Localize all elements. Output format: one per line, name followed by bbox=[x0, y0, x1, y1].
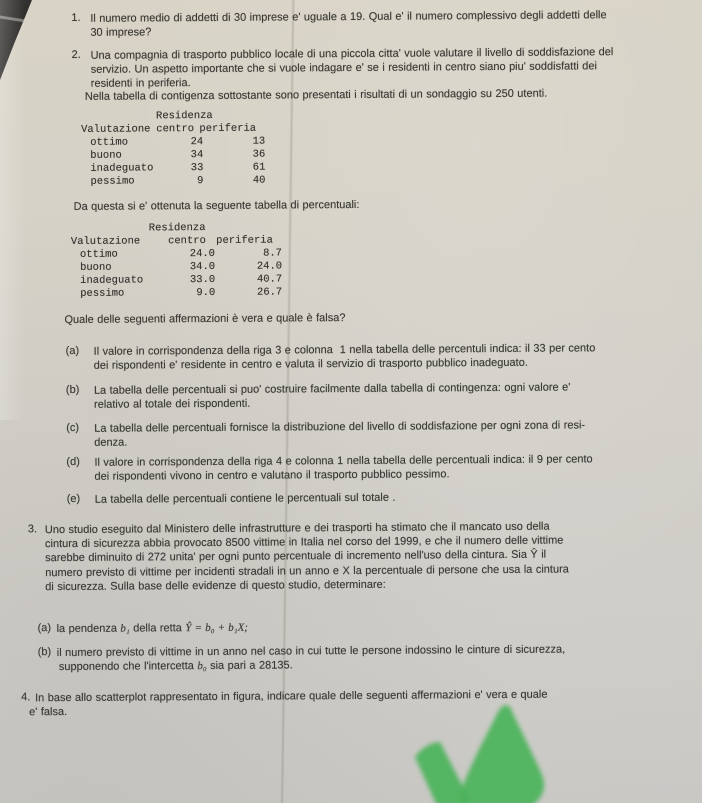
question-3-line: cintura di sicurezza abbia provocato 8500 vittime in Italia nel corso del 1999, e che il numero delle vittime bbox=[44, 534, 564, 551]
question-3-option-a-line bbox=[57, 621, 248, 637]
question-2-line: Una compagnia di trasporto pubblico locale di una piccola citta' vuole valutare il livello di soddisfazione del bbox=[90, 46, 614, 62]
question-2-prompt: Quale delle seguenti affermazioni è vera e quale è falsa? bbox=[64, 312, 346, 326]
table-row: inadeguato 33 61 bbox=[90, 161, 266, 175]
option-c bbox=[66, 418, 586, 450]
table-row: buono 34 36 bbox=[90, 148, 266, 162]
question-3-option-a-label: (a) bbox=[37, 622, 52, 635]
question-4-number: 4. bbox=[21, 691, 31, 704]
option-a-label: (a) bbox=[65, 344, 80, 357]
math-regression-equation: Ŷ = b₀ + b₁X; bbox=[185, 621, 248, 635]
table-row: ottimo 24 13 bbox=[90, 135, 266, 149]
table-row: pessimo 9 40 bbox=[90, 174, 266, 188]
table-group-header: Residenza bbox=[148, 222, 206, 235]
table-row: pessimo 9.0 26.7 bbox=[80, 286, 283, 300]
text-fragment: sia pari a 28135. bbox=[206, 659, 293, 673]
math-b1: b₁ bbox=[120, 622, 130, 635]
question-2-line: servizio. Un aspetto importante che si vuole indagare e' se i residenti in centro siano piu' soddisfatti dei bbox=[90, 60, 597, 76]
math-b0: b₀ bbox=[197, 660, 207, 673]
question-3-line: Uno studio eseguito dal Ministero delle infrastrutture e dei trasporti ha stimato che il mancato uso della bbox=[44, 520, 550, 537]
option-d-line: Il valore in corrispondenza della riga 4 e colonna 1 nella tabella delle percentuali indica: il 9 per cento bbox=[94, 453, 593, 469]
option-e bbox=[66, 491, 396, 507]
option-d-line: dei rispondenti vivono in centro e valutano il trasporto pubblico pessimo. bbox=[94, 468, 450, 483]
question-1 bbox=[71, 8, 607, 40]
col-header-periferia: periferia bbox=[199, 122, 257, 136]
option-b-label: (b) bbox=[65, 383, 80, 396]
question-3-line: di sicurezza. Sulla base delle evidenze di questo studio, determinare: bbox=[45, 578, 386, 593]
option-e-label: (e) bbox=[66, 492, 81, 505]
question-2-line: residenti in periferia. bbox=[90, 77, 191, 91]
question-2 bbox=[71, 45, 614, 91]
option-b bbox=[65, 380, 571, 412]
option-a-line: Il valore in corrispondenza della riga 3 e colonna 1 nella tabella delle percentuli indica: il 33 per cento bbox=[93, 342, 596, 358]
option-e-line: La tabella delle percentuali contiene le percentuali sul totale . bbox=[94, 491, 396, 506]
question-2-number: 2. bbox=[71, 48, 81, 61]
col-header-periferia: periferia bbox=[216, 234, 273, 247]
table-header-row bbox=[81, 123, 265, 137]
col-header-centro: centro bbox=[156, 123, 195, 136]
question-3-option-b-line bbox=[59, 657, 565, 675]
question-4-line: In base allo scatterplot rappresentato in figura, indicare quale delle seguenti affermazioni e' vera e quale bbox=[35, 688, 548, 705]
question-3-line: numero previsto di vittime per incidenti stradali in un anno e X la percentuale di persone che usa la cintura bbox=[45, 563, 569, 579]
question-3-option-b-label: (b) bbox=[37, 646, 52, 659]
question-1-line: 30 imprese? bbox=[90, 26, 152, 39]
question-3-line: sarebbe diminuito di 272 unita' per ogni punto percentuale di incremento nell'uso della cintura. Sia Ŷ il bbox=[45, 549, 547, 565]
percent-table-intro: Da questa si e' ottenuta la seguente tabella di percentuali: bbox=[73, 198, 360, 213]
question-3-option-b-line: il numero previsto di vittime in un anno nel caso in cui tutte le persone indossino le cinture di sicurezza, bbox=[56, 643, 566, 660]
green-marker-stain bbox=[402, 690, 577, 803]
option-c-line: denza. bbox=[94, 436, 128, 449]
percentage-table bbox=[71, 221, 283, 300]
question-4-line: e' falsa. bbox=[29, 706, 68, 719]
table-row: inadeguato 33.0 40.7 bbox=[80, 273, 283, 287]
text-fragment: supponendo che l'intercetta bbox=[58, 660, 198, 674]
option-b-line: La tabella delle percentuali si puo' costruire facilmente dalla tabella di contingenza: ogni valore e' bbox=[93, 381, 571, 397]
col-header-valutazione: Valutazione bbox=[81, 123, 151, 136]
question-1-line: Il numero medio di addetti di 30 imprese e' uguale a 19. Qual e' il numero complessivo degli addetti delle bbox=[90, 9, 607, 25]
option-c-line: La tabella delle percentuali fornisce la distribuzione del livello di soddisfazione per ogni zona di resi- bbox=[94, 419, 586, 435]
question-2-note: Nella tabella di contigenza sottostante sono presentati i risultati di un sondaggio su 250 utenti. bbox=[84, 87, 548, 103]
question-3-option-b bbox=[37, 643, 566, 675]
checkmark-shape bbox=[415, 705, 544, 803]
question-3 bbox=[27, 519, 569, 594]
col-header-centro: centro bbox=[168, 235, 206, 248]
contingency-table bbox=[81, 110, 266, 189]
option-d-label: (d) bbox=[66, 455, 80, 468]
table-row: ottimo 24.0 8.7 bbox=[79, 247, 283, 261]
option-b-line: relativo al totale dei rispondenti. bbox=[93, 397, 251, 411]
option-c-label: (c) bbox=[66, 421, 80, 434]
question-3-number: 3. bbox=[27, 523, 38, 536]
question-1-number: 1. bbox=[71, 11, 81, 24]
table-row: buono 34.0 24.0 bbox=[80, 260, 283, 274]
option-a bbox=[65, 341, 596, 373]
col-header-valutazione: Valutazione bbox=[70, 235, 141, 248]
text-fragment: la pendenza bbox=[56, 622, 121, 636]
question-3-option-a bbox=[37, 621, 248, 637]
table-group-header: Residenza bbox=[155, 109, 213, 123]
text-fragment: della retta bbox=[129, 622, 186, 635]
option-d bbox=[66, 452, 593, 484]
option-a-line: dei rispondenti e' residente in centro e valuta il servizio di trasporto pubblico inadeguato. bbox=[93, 356, 528, 372]
